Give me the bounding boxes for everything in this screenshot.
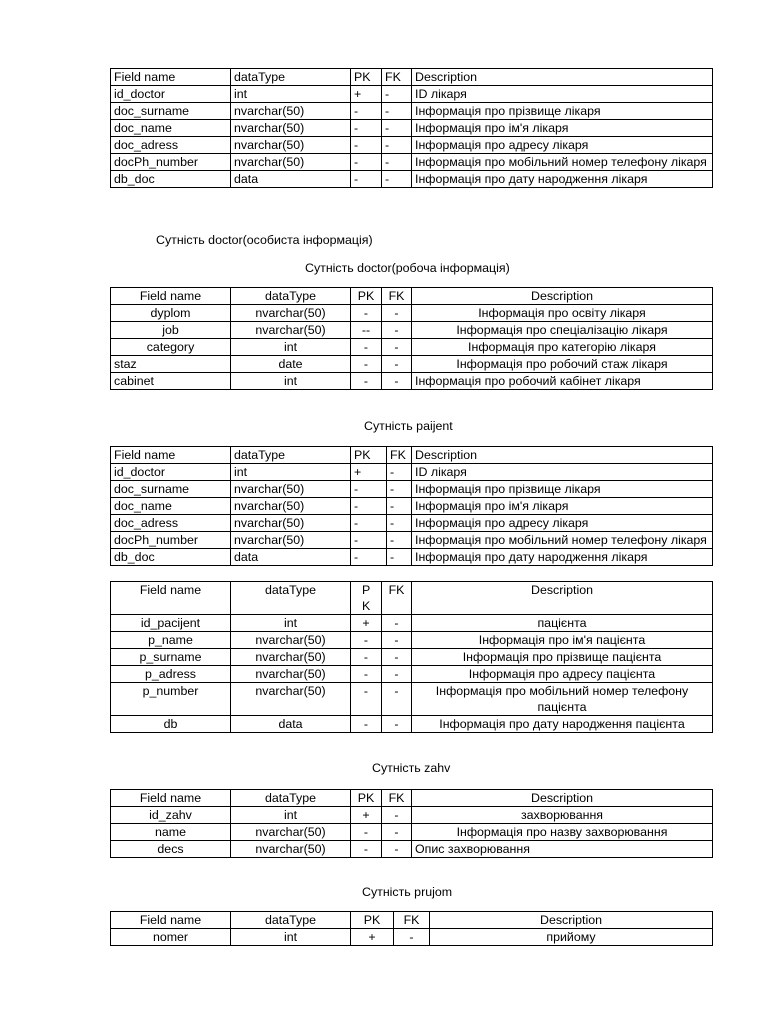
cell-type: data — [231, 716, 351, 733]
cell-type: nvarchar(50) — [231, 824, 351, 841]
doctor-work-table — [110, 287, 713, 390]
table-row — [111, 86, 713, 103]
cell-field: decs — [111, 841, 231, 858]
cell-fk: - — [382, 666, 412, 683]
cell-fk: - — [387, 498, 412, 515]
cell-type: nvarchar(50) — [231, 666, 351, 683]
header-datatype: dataType — [231, 582, 351, 615]
table-row — [111, 305, 713, 322]
cell-pk: - — [351, 120, 382, 137]
table-header-row — [111, 447, 713, 464]
cell-field: doc_adress — [111, 515, 231, 532]
cell-description: Опис захворювання — [412, 841, 713, 858]
table-header-row — [111, 288, 713, 305]
cell-type: int — [231, 807, 351, 824]
cell-fk: - — [382, 154, 412, 171]
cell-description: Інформація про дату народження лікаря — [412, 171, 713, 188]
cell-fk: - — [382, 305, 412, 322]
cell-description: Інформація про мобільний номер телефону лікаря — [412, 154, 713, 171]
prujom-table — [110, 911, 713, 946]
cell-fk: - — [382, 807, 412, 824]
header-description: Description — [430, 912, 713, 929]
header-datatype: dataType — [231, 288, 351, 305]
doctor-personal-table — [110, 68, 713, 188]
cell-fk: - — [382, 824, 412, 841]
cell-field: docPh_number — [111, 532, 231, 549]
cell-fk: - — [387, 549, 412, 566]
cell-fk: - — [382, 841, 412, 858]
cell-type: nvarchar(50) — [231, 632, 351, 649]
cell-pk: - — [351, 356, 382, 373]
cell-pk: + — [351, 929, 394, 946]
cell-type: nvarchar(50) — [231, 154, 351, 171]
header-fk: FK — [387, 447, 412, 464]
cell-description: Інформація про мобільний номер телефону лікаря — [412, 532, 713, 549]
cell-pk: + — [351, 464, 387, 481]
cell-type: nvarchar(50) — [231, 649, 351, 666]
cell-field: doc_surname — [111, 481, 231, 498]
cell-fk: - — [387, 532, 412, 549]
cell-description: Інформація про прізвище лікаря — [412, 481, 713, 498]
table-header-row — [111, 69, 713, 86]
patient-table — [110, 581, 713, 733]
cell-pk: - — [351, 841, 382, 858]
table-row — [111, 137, 713, 154]
table-row — [111, 120, 713, 137]
cell-description: Інформація про мобільний номер телефону пацієнта — [412, 683, 713, 716]
header-field-name: Field name — [111, 790, 231, 807]
table-row — [111, 464, 713, 481]
header-field-name: Field name — [111, 69, 231, 86]
cell-type: int — [231, 373, 351, 390]
cell-pk: - — [351, 137, 382, 154]
cell-pk: + — [351, 807, 382, 824]
cell-type: nvarchar(50) — [231, 137, 351, 154]
header-description: Description — [412, 790, 713, 807]
table-row — [111, 807, 713, 824]
header-description: Description — [412, 288, 713, 305]
table-row — [111, 481, 713, 498]
cell-type: nvarchar(50) — [231, 120, 351, 137]
cell-description: захворювання — [412, 807, 713, 824]
cell-description: Інформація про дату народження лікаря — [412, 549, 713, 566]
header-description: Description — [412, 69, 713, 86]
cell-fk: - — [382, 716, 412, 733]
cell-pk: - — [351, 103, 382, 120]
cell-type: nvarchar(50) — [231, 532, 351, 549]
header-field-name: Field name — [111, 447, 231, 464]
cell-fk: - — [382, 649, 412, 666]
cell-description: Інформація про назву захворювання — [412, 824, 713, 841]
header-datatype: dataType — [231, 912, 351, 929]
cell-type: nvarchar(50) — [231, 683, 351, 716]
cell-fk: - — [382, 339, 412, 356]
table-row — [111, 498, 713, 515]
cell-description: ID лікаря — [412, 86, 713, 103]
cell-description: Інформація про адресу лікаря — [412, 515, 713, 532]
cell-type: nvarchar(50) — [231, 103, 351, 120]
cell-field: doc_name — [111, 498, 231, 515]
cell-fk: - — [382, 120, 412, 137]
cell-field: name — [111, 824, 231, 841]
cell-type: data — [231, 549, 351, 566]
cell-pk: - — [351, 666, 382, 683]
cell-type: data — [231, 171, 351, 188]
header-pk: PK — [351, 912, 394, 929]
cell-pk: - — [351, 824, 382, 841]
cell-description: пацієнта — [412, 615, 713, 632]
cell-fk: - — [382, 322, 412, 339]
table-row — [111, 716, 713, 733]
patient-doctor-table — [110, 446, 713, 566]
header-fk: FK — [382, 288, 412, 305]
table-row — [111, 683, 713, 716]
cell-description: Інформація про ім'я лікаря — [412, 120, 713, 137]
cell-description: Інформація про ім'я пацієнта — [412, 632, 713, 649]
caption-prujom: Сутність prujom — [362, 885, 453, 899]
cell-type: nvarchar(50) — [231, 322, 351, 339]
cell-field: docPh_number — [111, 154, 231, 171]
cell-fk: - — [387, 515, 412, 532]
caption-zahv: Сутність zahv — [372, 761, 451, 775]
cell-description: Інформація про робочий кабінет лікаря — [412, 373, 713, 390]
table-row — [111, 615, 713, 632]
cell-pk: -- — [351, 322, 382, 339]
cell-field: cabinet — [111, 373, 231, 390]
header-pk: PK — [351, 69, 382, 86]
table-row — [111, 532, 713, 549]
cell-pk: - — [351, 154, 382, 171]
cell-pk: - — [351, 305, 382, 322]
cell-field: db — [111, 716, 231, 733]
cell-field: p_surname — [111, 649, 231, 666]
cell-pk: + — [351, 86, 382, 103]
cell-fk: - — [382, 103, 412, 120]
header-datatype: dataType — [231, 447, 351, 464]
table-row — [111, 154, 713, 171]
table-row — [111, 515, 713, 532]
cell-type: nvarchar(50) — [231, 841, 351, 858]
cell-field: id_doctor — [111, 86, 231, 103]
table-row — [111, 339, 713, 356]
cell-description: Інформація про прізвище лікаря — [412, 103, 713, 120]
header-field-name: Field name — [111, 288, 231, 305]
header-pk: PK — [351, 790, 382, 807]
cell-description: Інформація про категорію лікаря — [412, 339, 713, 356]
caption-doctor-personal: Сутність doctor(особиста інформація) — [156, 233, 373, 247]
header-field-name: Field name — [111, 582, 231, 615]
cell-type: nvarchar(50) — [231, 305, 351, 322]
cell-field: doc_name — [111, 120, 231, 137]
cell-field: doc_surname — [111, 103, 231, 120]
cell-field: id_zahv — [111, 807, 231, 824]
cell-description: Інформація про дату народження пацієнта — [412, 716, 713, 733]
zahv-table — [110, 789, 713, 858]
cell-type: nvarchar(50) — [231, 515, 351, 532]
cell-description: ID лікаря — [412, 464, 713, 481]
cell-fk: - — [382, 683, 412, 716]
header-fk: FK — [382, 790, 412, 807]
cell-type: nvarchar(50) — [231, 498, 351, 515]
header-description: Description — [412, 582, 713, 615]
table-row — [111, 632, 713, 649]
cell-field: staz — [111, 356, 231, 373]
cell-type: int — [231, 929, 351, 946]
cell-fk: - — [387, 481, 412, 498]
cell-fk: - — [382, 171, 412, 188]
cell-fk: - — [382, 615, 412, 632]
table-row — [111, 649, 713, 666]
table-row — [111, 841, 713, 858]
cell-field: nomer — [111, 929, 231, 946]
cell-fk: - — [394, 929, 430, 946]
cell-pk: - — [351, 632, 382, 649]
cell-fk: - — [387, 464, 412, 481]
cell-pk: - — [351, 171, 382, 188]
cell-pk: - — [351, 481, 387, 498]
header-fk: FK — [382, 69, 412, 86]
cell-field: db_doc — [111, 171, 231, 188]
cell-field: p_name — [111, 632, 231, 649]
cell-pk: - — [351, 498, 387, 515]
cell-fk: - — [382, 356, 412, 373]
cell-pk: - — [351, 339, 382, 356]
cell-description: Інформація про освіту лікаря — [412, 305, 713, 322]
cell-fk: - — [382, 137, 412, 154]
cell-field: category — [111, 339, 231, 356]
cell-fk: - — [382, 373, 412, 390]
caption-patient: Сутність paijent — [364, 419, 453, 433]
header-pk: PK — [351, 288, 382, 305]
cell-description: прийому — [430, 929, 713, 946]
cell-type: nvarchar(50) — [231, 481, 351, 498]
table-header-row — [111, 790, 713, 807]
cell-pk: - — [351, 373, 382, 390]
cell-field: dyplom — [111, 305, 231, 322]
table-row — [111, 929, 713, 946]
cell-description: Інформація про спеціалізацію лікаря — [412, 322, 713, 339]
header-datatype: dataType — [231, 69, 351, 86]
cell-pk: - — [351, 649, 382, 666]
table-row — [111, 666, 713, 683]
header-field-name: Field name — [111, 912, 231, 929]
table-header-row — [111, 582, 713, 615]
cell-field: id_doctor — [111, 464, 231, 481]
cell-description: Інформація про адресу лікаря — [412, 137, 713, 154]
caption-doctor-work: Сутність doctor(робоча інформація) — [305, 261, 510, 275]
table-row — [111, 373, 713, 390]
cell-field: doc_adress — [111, 137, 231, 154]
cell-type: int — [231, 464, 351, 481]
header-pk: PK — [351, 447, 387, 464]
header-fk: FK — [382, 582, 412, 615]
cell-fk: - — [382, 632, 412, 649]
cell-pk: - — [351, 515, 387, 532]
cell-field: db_doc — [111, 549, 231, 566]
table-header-row — [111, 912, 713, 929]
cell-type: date — [231, 356, 351, 373]
table-row — [111, 322, 713, 339]
cell-description: Інформація про робочий стаж лікаря — [412, 356, 713, 373]
cell-pk: - — [351, 532, 387, 549]
cell-field: job — [111, 322, 231, 339]
cell-description: Інформація про прізвище пацієнта — [412, 649, 713, 666]
cell-pk: - — [351, 549, 387, 566]
cell-description: Інформація про ім'я лікаря — [412, 498, 713, 515]
table-row — [111, 824, 713, 841]
cell-pk: - — [351, 683, 382, 716]
cell-field: p_number — [111, 683, 231, 716]
cell-pk: - — [351, 716, 382, 733]
table-row — [111, 549, 713, 566]
cell-type: int — [231, 86, 351, 103]
table-row — [111, 171, 713, 188]
cell-field: id_pacijent — [111, 615, 231, 632]
cell-type: int — [231, 615, 351, 632]
cell-description: Інформація про адресу пацієнта — [412, 666, 713, 683]
table-row — [111, 103, 713, 120]
cell-pk: + — [351, 615, 382, 632]
table-row — [111, 356, 713, 373]
header-pk: PK — [351, 582, 382, 615]
cell-fk: - — [382, 86, 412, 103]
header-fk: FK — [394, 912, 430, 929]
header-datatype: dataType — [231, 790, 351, 807]
header-description: Description — [412, 447, 713, 464]
cell-field: p_adress — [111, 666, 231, 683]
cell-type: int — [231, 339, 351, 356]
